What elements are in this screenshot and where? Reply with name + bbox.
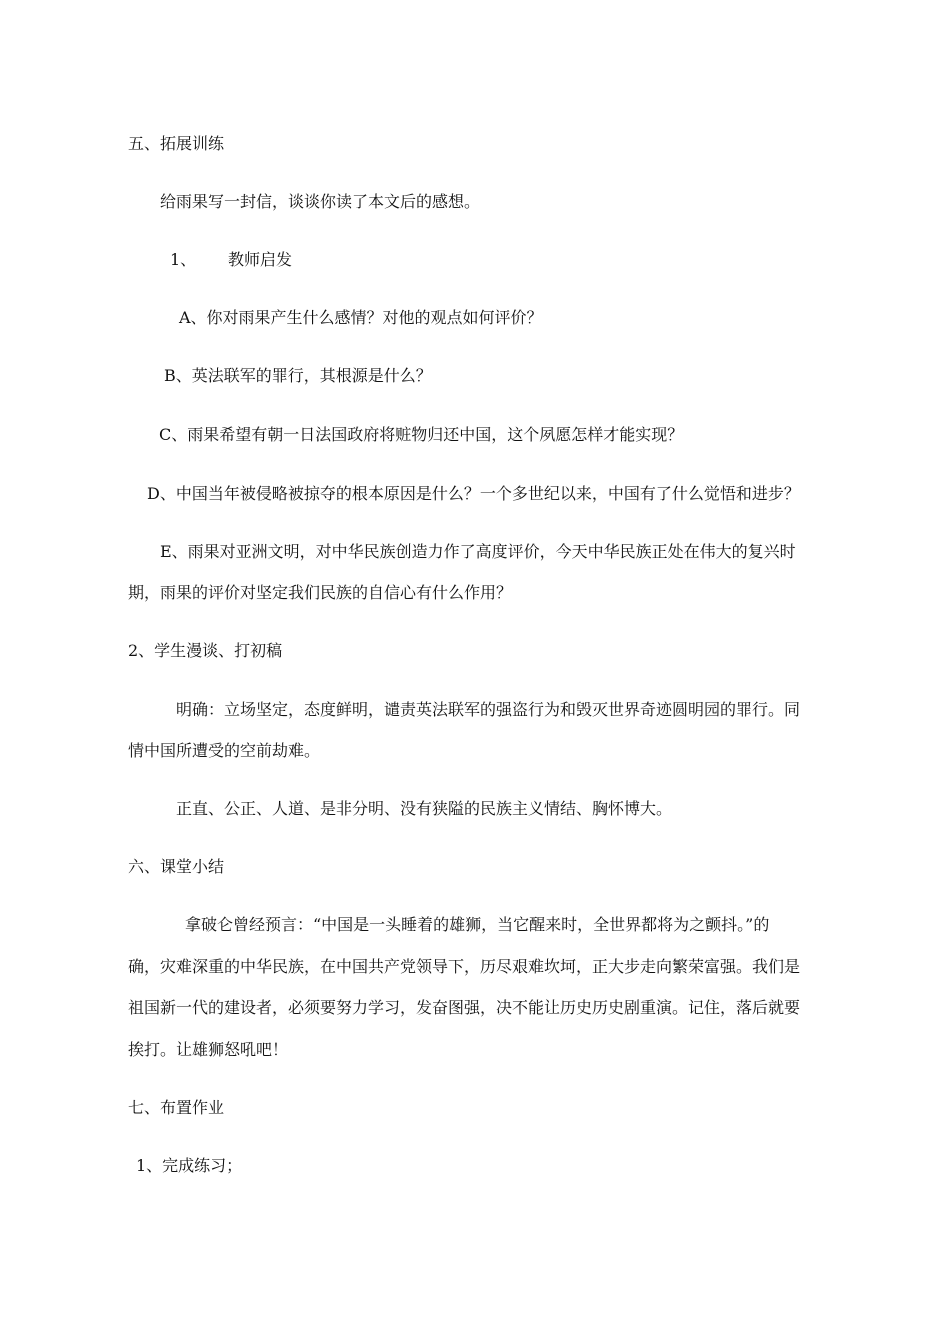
step-1-number: 1、 [170,250,197,269]
homework-item-1: 1、完成练习； [136,1156,243,1175]
summary-line-4: 挨打。让雄狮怒吼吧！ [128,1040,289,1059]
question-e-line-1: E、雨果对亚洲文明，对中华民族创造力作了高度评价，今天中华民族正处在伟大的复兴时 [160,542,796,561]
question-d: D、中国当年被侵略被掠夺的根本原因是什么？一个多世纪以来，中国有了什么觉悟和进步？ [147,484,800,503]
question-c: C、雨果希望有朝一日法国政府将赃物归还中国，这个夙愿怎样才能实现？ [159,425,684,444]
section-heading-extension-training: 五、拓展训练 [128,134,225,153]
question-b: B、英法联军的罪行，其根源是什么？ [164,366,432,385]
summary-line-3: 祖国新一代的建设者，必须要努力学习，发奋图强，决不能让历史历史剧重演。记住，落后就要 [128,998,801,1017]
section-heading-class-summary: 六、课堂小结 [128,857,225,876]
step-1-title: 教师启发 [228,250,293,269]
letter-task: 给雨果写一封信，谈谈你读了本文后的感想。 [160,192,481,211]
answer-line-1: 明确：立场坚定，态度鲜明，谴责英法联军的强盗行为和毁灭世界奇迹圆明园的罪行。同 [176,700,801,719]
step-2: 2、学生漫谈、打初稿 [128,641,283,660]
question-e-line-2: 期，雨果的评价对坚定我们民族的自信心有什么作用？ [128,583,513,602]
answer-point-2: 正直、公正、人道、是非分明、没有狭隘的民族主义情结、胸怀博大。 [176,799,673,818]
summary-line-1: 拿破仑曾经预言：“中国是一头睡着的雄狮，当它醒来时，全世界都将为之颤抖。”的 [185,915,770,934]
summary-line-2: 确，灾难深重的中华民族，在中国共产党领导下，历尽艰难坎坷，正大步走向繁荣富强。我们是 [128,957,801,976]
section-heading-homework: 七、布置作业 [128,1098,225,1117]
answer-line-2: 情中国所遭受的空前劫难。 [128,741,321,760]
question-a: A、你对雨果产生什么感情？对他的观点如何评价？ [179,308,543,327]
